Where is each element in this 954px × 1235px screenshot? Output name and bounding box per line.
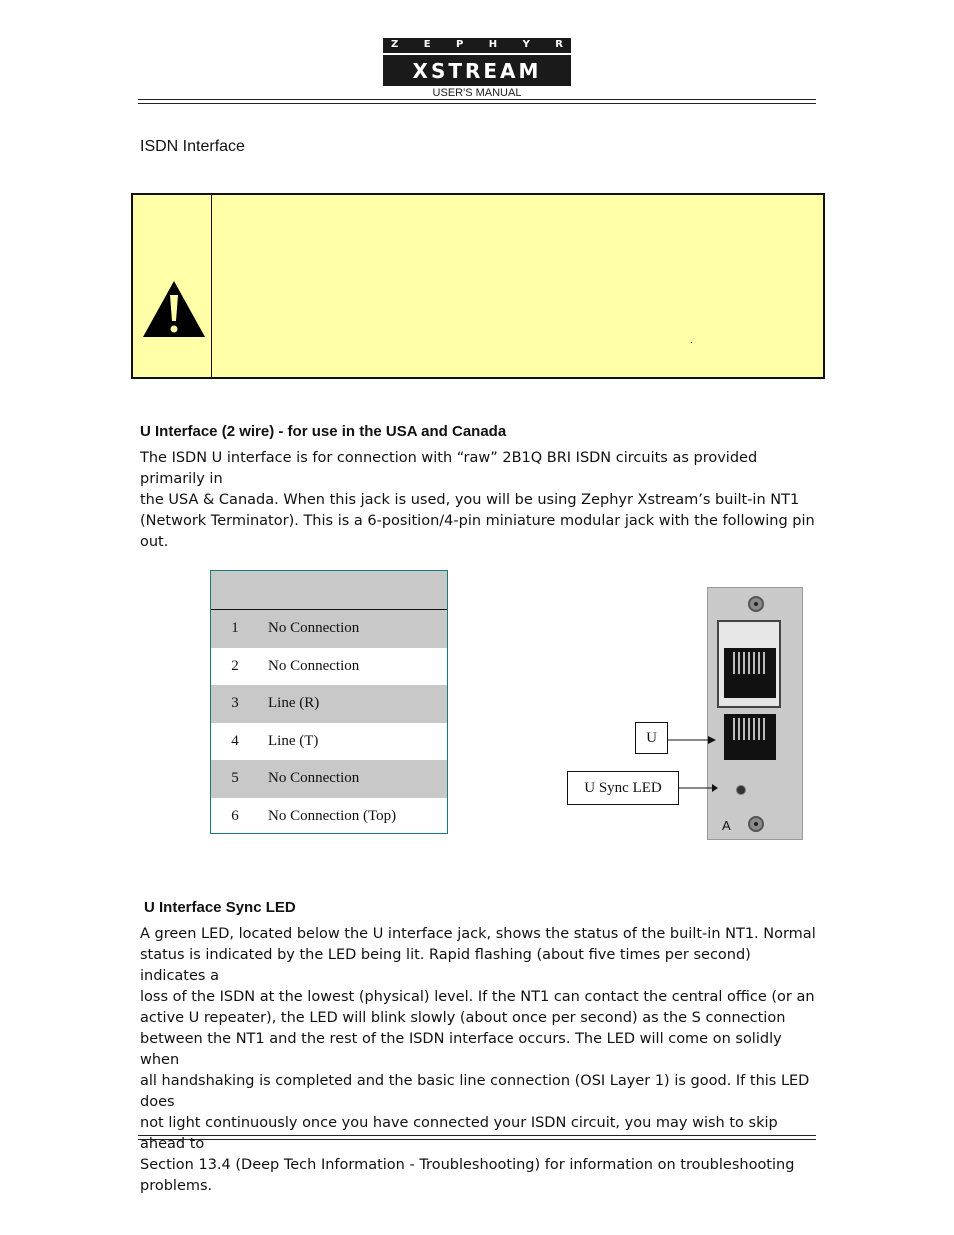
- table-row: 5 No Connection: [211, 760, 447, 798]
- logo-divider: [383, 53, 571, 55]
- callout-u: U: [635, 722, 668, 754]
- header-rule: [138, 99, 816, 104]
- pinout-table-header: [211, 571, 447, 610]
- isdn-panel-photo: [707, 587, 803, 840]
- panel-letter: A: [722, 818, 731, 833]
- callout-u-sync-led: U Sync LED: [567, 771, 679, 805]
- screw-icon: [748, 596, 764, 612]
- callout-arrows: [668, 730, 718, 800]
- screw-icon: [748, 816, 764, 832]
- sync-led-paragraph: A green LED, located below the U interface jack, shows the status of the built-in NT1. Normal status is indicated by the LED being lit. Rapid flashing (about five times per second) indicates a loss of the ISDN at the lowest (physical) level. If the NT1 can contact the central office (or an active U repeater), the LED will blink slowly (about once per second) as the S connection between the NT1 and the rest of the ISDN interface occurs. The LED will come on solidly when all handshaking is completed and the basic line connection (OSI Layer 1) is good. If this LED does not light continuously once you have connected your ISDN circuit, you may wish to skip ahead to Section 13.4 (Deep Tech Information - Troubleshooting) for information on troubleshooting problems.: [140, 926, 816, 1194]
- u-interface-heading: U Interface (2 wire) - for use in the USA and Canada: [140, 423, 507, 440]
- footer-rule: [138, 1135, 816, 1140]
- warning-triangle-icon: [141, 279, 207, 339]
- table-row: 2 No Connection: [231, 657, 360, 674]
- warning-divider: [211, 195, 212, 377]
- pinout-table: [210, 570, 448, 834]
- rj-jack-top-icon: [724, 648, 776, 698]
- warning-dot: .: [690, 335, 693, 346]
- manual-label: USER'S MANUAL: [432, 87, 522, 99]
- u-sync-led-icon: [736, 785, 746, 795]
- zephyr-xstream-logo: [383, 38, 571, 86]
- warning-box: [131, 193, 825, 379]
- logo-brand-letters: Z E P H Y R: [391, 39, 563, 50]
- u-interface-paragraph: The ISDN U interface is for connection with “raw” 2B1Q BRI ISDN circuits as provided primarily in the USA & Canada. When this jack is used, you will be using Zephyr Xstream’s built-in NT1 (Network Terminator). This is a 6-position/4-pin miniature modular jack with the following pin out.: [140, 450, 815, 550]
- table-row: 1 No Connection: [211, 610, 447, 648]
- table-row: 6 No Connection (Top): [231, 807, 397, 824]
- sync-led-heading: U Interface Sync LED: [144, 899, 296, 916]
- u-jack-icon: [724, 714, 776, 760]
- page-title: ISDN Interface: [140, 138, 245, 155]
- table-row: 4 Line (T): [231, 732, 319, 749]
- table-row: 3 Line (R): [211, 685, 447, 723]
- logo-product-name: XSTREAM: [412, 59, 542, 83]
